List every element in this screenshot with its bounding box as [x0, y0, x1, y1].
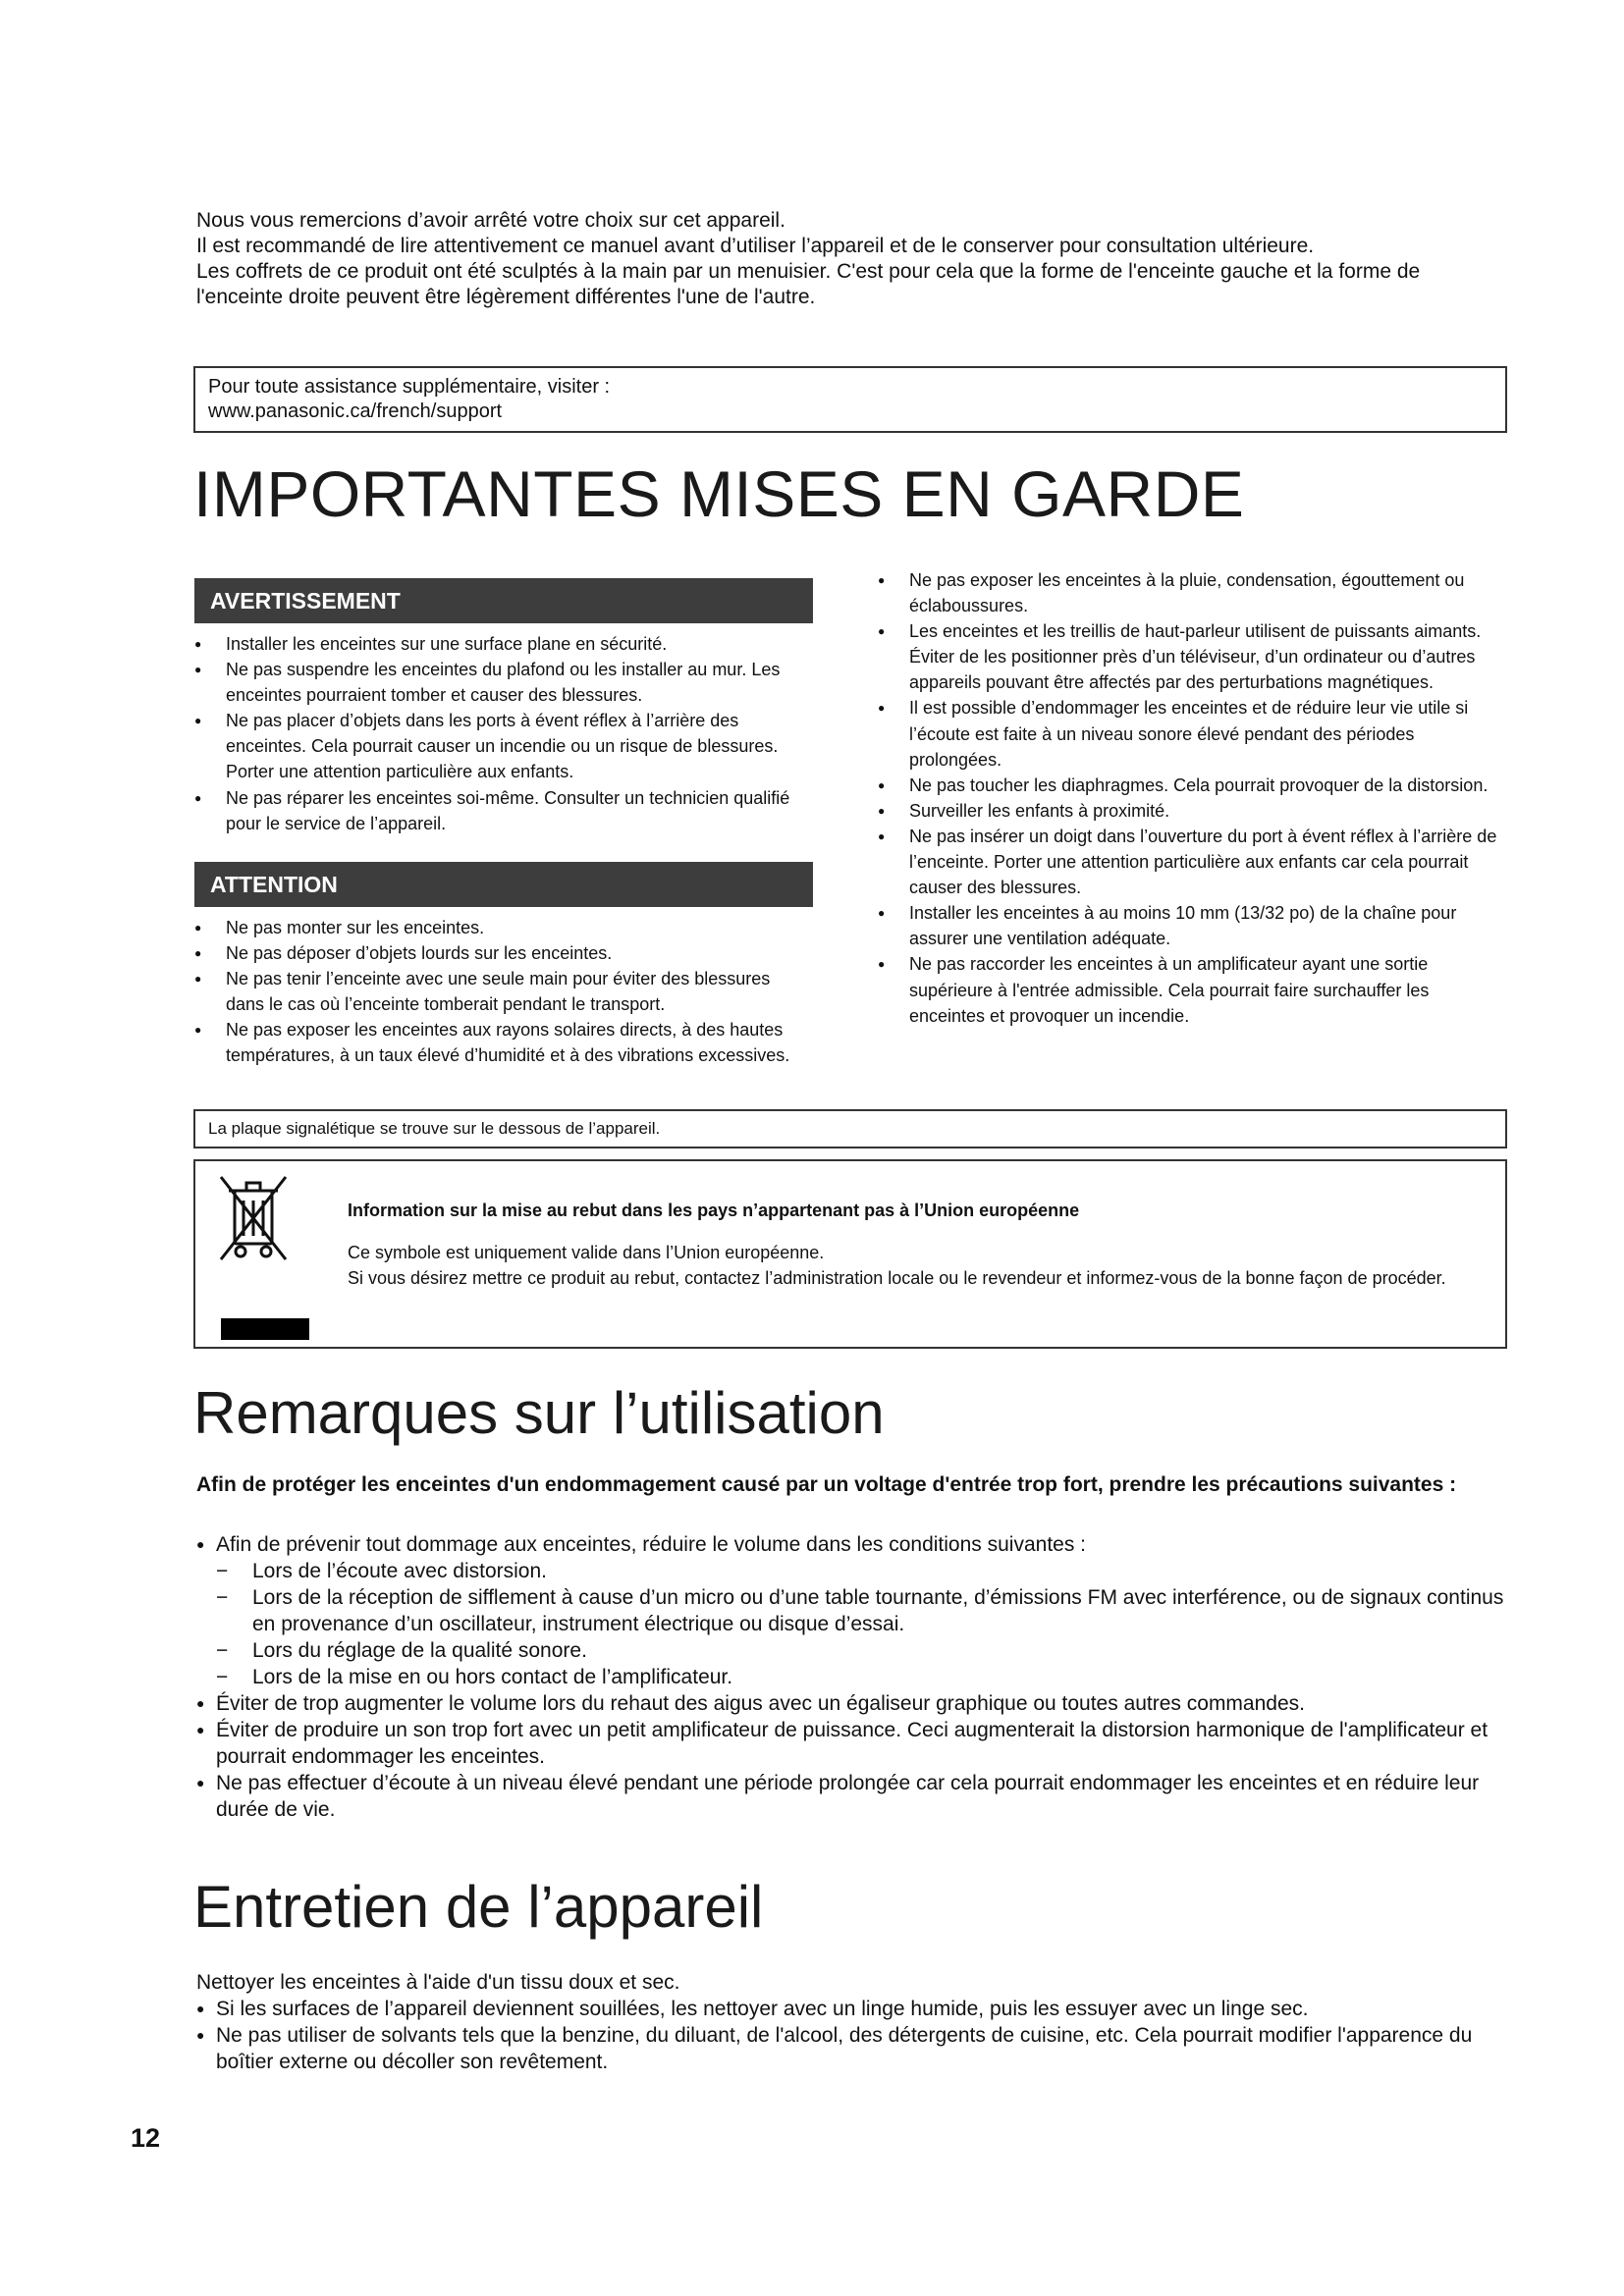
bullet-icon: ●: [878, 573, 886, 587]
bullet-icon: ●: [196, 2001, 205, 2016]
list-item: ● Ne pas insérer un doigt dans l’ouverture du port à évent réflex à l’arrière de l’enceinte. Porter une attention particulière aux enfants car cela pourrait causer des blessures.: [878, 824, 1506, 900]
list-item: ● Ne pas déposer d’objets lourds sur les enceintes.: [194, 940, 813, 966]
list-item: ● Éviter de trop augmenter le volume lors du rehaut des aigus avec un égaliseur graphique ou toutes autres commandes.: [196, 1692, 1305, 1715]
list-item: ● Les enceintes et les treillis de haut-parleur utilisent de puissants aimants. Éviter de les positionner près d’un téléviseur, d’un ordinateur ou d’autres appareils pouvant être affectés par des perturbations magnétiques.: [878, 618, 1506, 695]
sub-item: − Lors du réglage de la qualité sonore.: [216, 1639, 587, 1662]
list-item: ● Ne pas exposer les enceintes aux rayons solaires directs, à des hautes températures, à un taux élevé d’humidité et à des vibrations excessives.: [194, 1017, 813, 1068]
sub-item: − Lors de l’écoute avec distorsion.: [216, 1560, 547, 1582]
bullet-icon: ●: [878, 957, 886, 972]
maintenance-intro: Nettoyer les enceintes à l'aide d'un tissu doux et sec.: [196, 1971, 680, 1994]
support-label: Pour toute assistance supplémentaire, visiter :: [208, 376, 611, 398]
weee-bar: [221, 1318, 309, 1340]
list-item: ● Ne pas exposer les enceintes à la pluie, condensation, égouttement ou éclaboussures.: [878, 567, 1506, 618]
bullet-icon: ●: [194, 972, 202, 987]
support-box: [193, 366, 1507, 433]
rating-plate-note: La plaque signalétique se trouve sur le dessous de l’appareil.: [193, 1109, 1507, 1148]
caution-section: [194, 862, 813, 1069]
support-url: www.panasonic.ca/french/support: [208, 400, 503, 422]
sub-item: − Lors de la mise en ou hors contact de l’amplificateur.: [216, 1666, 733, 1688]
list-item: ● Ne pas raccorder les enceintes à un amplificateur ayant une sortie supérieure à l'entrée admissible. Cela pourrait faire surchauffer les enceintes et provoquer un incendie.: [878, 951, 1506, 1028]
list-item: ● Ne pas placer d’objets dans les ports à évent réflex à l’arrière des enceintes. Cela pourrait causer un incendie ou un risque de blessures. Porter une attention particulière aux enfants.: [194, 708, 813, 784]
bullet-icon: ●: [194, 1023, 202, 1038]
list-item: ● Ne pas réparer les enceintes soi-même. Consulter un technicien qualifié pour le service de l’appareil.: [194, 785, 813, 836]
bullet-icon: ●: [196, 1695, 205, 1711]
bullet-icon: ●: [878, 777, 886, 792]
bullet-icon: ●: [194, 714, 202, 728]
bullet-icon: ●: [196, 1775, 205, 1790]
list-item: ● Afin de prévenir tout dommage aux enceintes, réduire le volume dans les conditions suivantes :: [196, 1533, 1086, 1556]
page-title: IMPORTANTES MISES EN GARDE: [193, 457, 1245, 530]
list-item: ● Ne pas monter sur les enceintes.: [194, 915, 813, 940]
intro-line: Nous vous remercions d’avoir arrêté votre choix sur cet appareil.: [196, 209, 785, 232]
maintenance-title: Entretien de l’appareil: [193, 1874, 764, 1940]
list-item: ● Ne pas toucher les diaphragmes. Cela pourrait provoquer de la distorsion.: [878, 773, 1506, 798]
remarks-lead: Afin de protéger les enceintes d'un endommagement causé par un voltage d'entrée trop fort, prendre les précautions suivantes :: [196, 1473, 1457, 1496]
list-item: ● Installer les enceintes à au moins 10 mm (13/32 po) de la chaîne pour assurer une ventilation adéquate.: [878, 900, 1506, 951]
list-item: ● Installer les enceintes sur une surface plane en sécurité.: [194, 631, 813, 657]
bullet-icon: ●: [194, 790, 202, 805]
disposal-info-box: [193, 1159, 1507, 1349]
sub-item: − Lors de la réception de sifflement à cause d’un micro ou d’une table tournante, d’émissions FM avec interférence, ou de signaux continus en provenance d’un oscillateur, instrument électrique ou disque d’essai.: [216, 1586, 1504, 1635]
list-item: ● Si les surfaces de l’appareil deviennent souillées, les nettoyer avec un linge humide, puis les essuyer avec un linge sec.: [196, 1998, 1309, 2020]
disposal-line: Ce symbole est uniquement valide dans l’Union européenne.: [348, 1243, 825, 1262]
bullet-icon: ●: [878, 701, 886, 716]
page-number: 12: [131, 2123, 161, 2153]
list-item: ● Éviter de produire un son trop fort avec un petit amplificateur de puissance. Ceci augmenterait la distorsion harmonique de l'amplificateur et pourrait endommager les enceintes.: [196, 1719, 1489, 1768]
warning-section: [194, 578, 813, 836]
bullet-icon: ●: [194, 946, 202, 961]
disposal-text: [348, 1240, 1477, 1291]
intro-line: Il est recommandé de lire attentivement ce manuel avant d’utiliser l’appareil et de le conserver pour consultation ultérieure.: [196, 235, 1315, 257]
disposal-heading: Information sur la mise au rebut dans les pays n’appartenant pas à l’Union européenne: [348, 1201, 1080, 1220]
list-item: ● Ne pas suspendre les enceintes du plafond ou les installer au mur. Les enceintes pourraient tomber et causer des blessures.: [194, 657, 813, 708]
bullet-icon: ●: [194, 637, 202, 651]
intro-text: [196, 208, 1483, 310]
warning-list: [194, 631, 813, 836]
bullet-icon: ●: [196, 2027, 205, 2043]
bullet-icon: ●: [194, 921, 202, 934]
bullet-icon: ●: [194, 663, 202, 677]
remarks-list: [196, 1531, 1507, 1823]
maintenance-body: [196, 1969, 1507, 2075]
list-item: ● Ne pas effectuer d’écoute à un niveau élevé pendant une période prolongée car cela pourrait endommager les enceintes et en réduire leur durée de vie.: [196, 1772, 1480, 1821]
list-item: ● Ne pas utiliser de solvants tels que la benzine, du diluant, de l'alcool, des détergents de cuisine, etc. Cela pourrait modifier l'apparence du boîtier externe ou décoller son revêtement.: [196, 2024, 1473, 2073]
bullet-icon: ●: [878, 906, 886, 921]
caution-heading: ATTENTION: [194, 862, 813, 907]
bullet-icon: ●: [196, 1536, 205, 1552]
bullet-icon: ●: [878, 624, 886, 639]
remarks-title: Remarques sur l’utilisation: [193, 1380, 885, 1446]
list-item: ● Ne pas tenir l’enceinte avec une seule main pour éviter des blessures dans le cas où l’enceinte tomberait pendant le transport.: [194, 966, 813, 1017]
list-item: ● Il est possible d’endommager les enceintes et de réduire leur vie utile si l’écoute est faite à un niveau sonore élevé pendant des périodes prolongées.: [878, 695, 1506, 772]
bullet-icon: ●: [878, 803, 886, 818]
disposal-line: Si vous désirez mettre ce produit au rebut, contactez l’administration locale ou le revendeur et informez-vous de la bonne façon de procéder.: [348, 1268, 1446, 1288]
crossed-bin-icon: [219, 1173, 288, 1261]
list-item: ● Surveiller les enfants à proximité.: [878, 798, 1506, 824]
caution-list: [194, 915, 813, 1069]
bullet-icon: ●: [196, 1722, 205, 1737]
intro-line: Les coffrets de ce produit ont été sculptés à la main par un menuisier. C'est pour cela que la forme de l'enceinte gauche et la forme de l'enceinte droite peuvent être légèrement différentes l'une de l'autre.: [196, 260, 1421, 308]
bullet-icon: ●: [878, 828, 886, 843]
right-column-list: [878, 567, 1506, 1029]
warning-heading: AVERTISSEMENT: [194, 578, 813, 623]
precautions-list: [878, 567, 1506, 1029]
